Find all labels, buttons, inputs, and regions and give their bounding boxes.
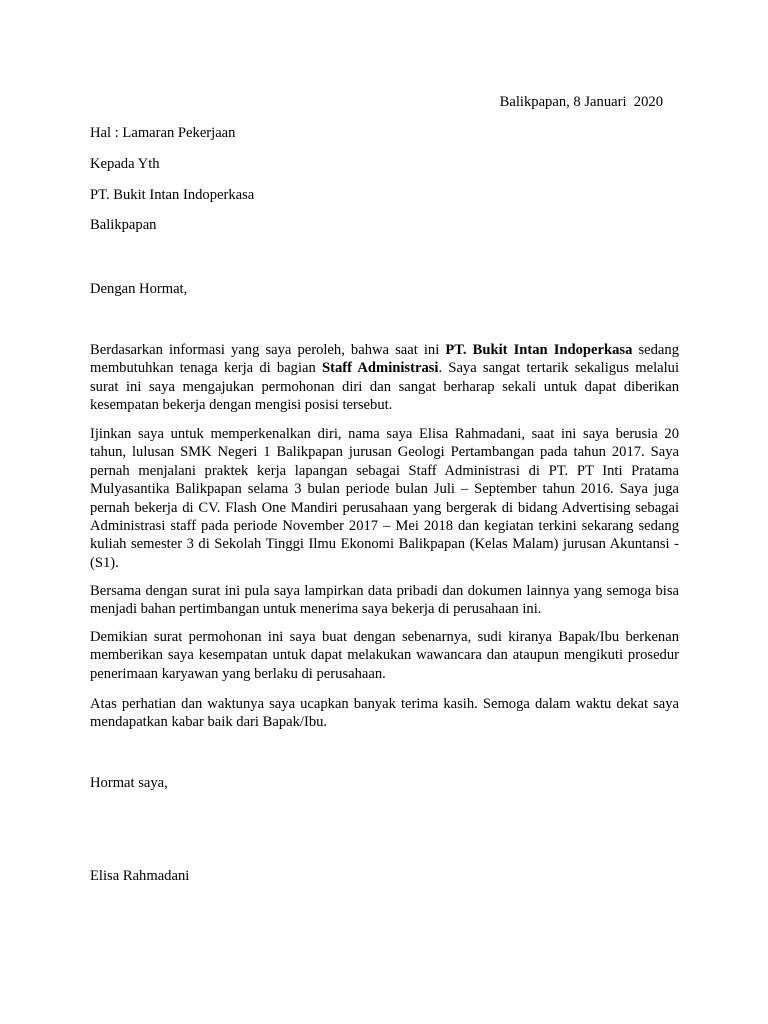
body-paragraph-4: Demikian surat permohonan ini saya buat dengan sebenarnya, sudi kiranya Bapak/Ibu berkenan memberikan saya kesempatan untuk dapat melakukan wawancara dan ataupun mengikuti prosedur penerimaan karyawan yang berlaku di perusahaan. [90, 629, 679, 682]
body-paragraph-2: Ijinkan saya untuk memperkenalkan diri, nama saya Elisa Rahmadani, saat ini saya berusia 20 tahun, lulusan SMK Negeri 1 Balikpapan jurusan Geologi Pertambangan pada tahun 2017. Saya pernah menjalani praktek kerja lapangan sebagai Staff Administrasi di PT. PT Inti Pratama Mulyasantika Balikpapan selama 3 bulan periode bulan Juli – September tahun 2016. Saya juga pernah bekerja di CV. Flash One Mandiri perusahaan yang bergerak di bidang Advertising sebagai Administrasi staff pada periode November 2017 – Mei 2018 dan kegiatan terkini sekarang sedang kuliah semester 3 di Sekolah Tinggi Ilmu Ekonomi Balikpapan (Kelas Malam) jurusan Akuntansi - (S1). [90, 426, 679, 571]
greeting: Dengan Hormat, [90, 281, 188, 297]
recipient-salutation: Kepada Yth [90, 156, 160, 172]
paragraph-1-company-bold: PT. Bukit Intan Indoperkasa [445, 342, 633, 358]
body-paragraph-5: Atas perhatian dan waktunya saya ucapkan banyak terima kasih. Semoga dalam waktu dekat saya mendapatkan kabar baik dari Bapak/Ibu. [90, 696, 679, 731]
recipient-city: Balikpapan [90, 217, 157, 233]
subject-line: Hal : Lamaran Pekerjaan [90, 125, 236, 141]
body-paragraph-1 [90, 341, 679, 415]
paragraph-1-text-b: sedang membutuhkan tenaga kerja di bagian [90, 342, 679, 377]
closing: Hormat saya, [90, 775, 168, 791]
paragraph-1-text-c: . Saya sangat tertarik sekaligus melalui surat ini saya mengajukan permohonan diri dan sangat berharap sekali untuk dapat diberikan kesempatan bekerja dengan mengisi posisi tersebut. [90, 360, 680, 414]
paragraph-1-position-bold: Staff Administrasi [322, 360, 439, 377]
place-date: Balikpapan, 8 Januari 2020 [499, 94, 663, 110]
paragraph-1-text-a: Berdasarkan informasi yang saya peroleh, bahwa saat ini [90, 342, 446, 358]
recipient-company: PT. Bukit Intan Indoperkasa [90, 187, 255, 203]
signature-name: Elisa Rahmadani [90, 868, 190, 884]
body-paragraph-3: Bersama dengan surat ini pula saya lampirkan data pribadi dan dokumen lainnya yang semoga bisa menjadi bahan pertimbangan untuk menerima saya bekerja di perusahaan ini. [90, 583, 679, 618]
